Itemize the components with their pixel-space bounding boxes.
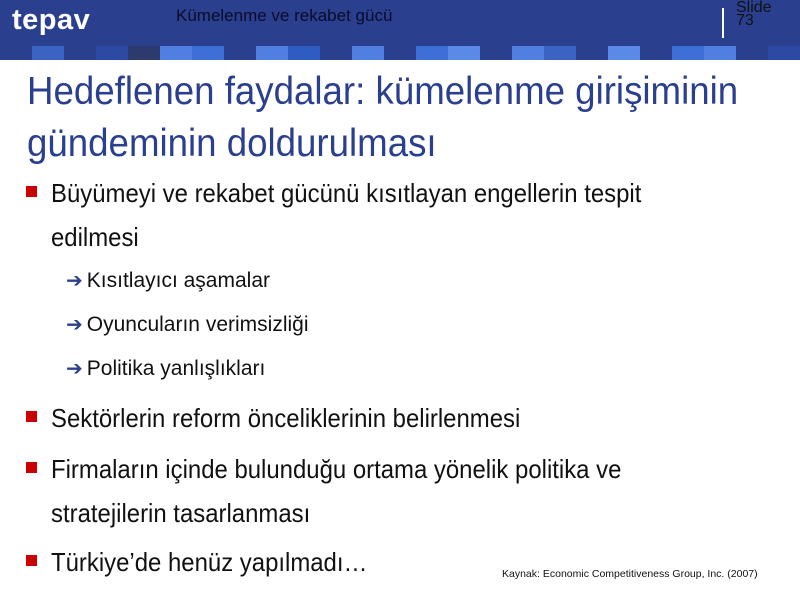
mosaic-tile [320,46,352,60]
presentation-topic: Kümelenme ve rekabet gücü [176,6,393,25]
mosaic-tile [160,46,192,60]
mosaic-tile [192,46,224,60]
mosaic-tile [448,46,480,60]
arrow-right-icon: ➔ [66,314,83,336]
mosaic-tile [64,46,96,60]
slide-title [27,66,741,170]
red-square-bullet-icon [26,555,37,566]
bullet-item-3 [26,447,726,535]
header-bar [0,0,800,46]
mosaic-tile [384,46,416,60]
sub-bullet-item-1 [66,267,270,295]
header-divider [722,8,724,38]
red-square-bullet-icon [26,186,37,197]
red-square-bullet-icon [26,411,37,422]
slide-label: Slide [736,0,772,16]
mosaic-tile [256,46,288,60]
sub-bullet-item-2 [66,311,309,339]
bullet-text: Sektörlerin reform önceliklerinin belirlenmesi [51,403,521,433]
mosaic-tile [480,46,512,60]
mosaic-tile [704,46,736,60]
bullet-text: Türkiye’de henüz yapılmadı… [51,547,368,577]
mosaic-tile [640,46,672,60]
mosaic-tile [512,46,544,60]
mosaic-tile [768,46,800,60]
slide-title-line-1: Hedeflenen faydalar: kümelenme girişiminin [27,70,739,113]
mosaic-tile [608,46,640,60]
slide-number: 73 [736,12,754,29]
mosaic-tile [0,46,32,60]
bullet-text: Firmaların içinde bulunduğu ortama yönelik politika ve stratejilerin tasarlanması [51,454,622,528]
mosaic-tile [416,46,448,60]
mosaic-tile [576,46,608,60]
mosaic-tile [128,46,160,60]
mosaic-tile [32,46,64,60]
red-square-bullet-icon [26,462,37,473]
arrow-right-icon: ➔ [66,270,83,292]
mosaic-tile [96,46,128,60]
bullet-item-1 [26,171,726,259]
sub-bullet-text: Kısıtlayıcı aşamalar [86,269,270,292]
arrow-right-icon: ➔ [66,358,83,380]
mosaic-tile [224,46,256,60]
decorative-mosaic-strip [0,46,800,60]
source-citation: Kaynak: Economic Competitiveness Group, Inc. (2007) [502,568,758,580]
tepav-logo: tepav [12,4,91,36]
bullet-item-2 [26,396,726,440]
sub-bullet-text: Oyuncuların verimsizliği [86,313,309,336]
sub-bullet-item-3 [66,355,265,383]
mosaic-tile [672,46,704,60]
mosaic-tile [352,46,384,60]
mosaic-tile [736,46,768,60]
sub-bullet-text: Politika yanlışlıkları [86,357,266,380]
mosaic-tile [544,46,576,60]
slide-title-line-2: gündeminin doldurulması [27,122,437,165]
mosaic-tile [288,46,320,60]
bullet-text: Büyümeyi ve rekabet gücünü kısıtlayan engellerin tespit edilmesi [51,178,642,252]
